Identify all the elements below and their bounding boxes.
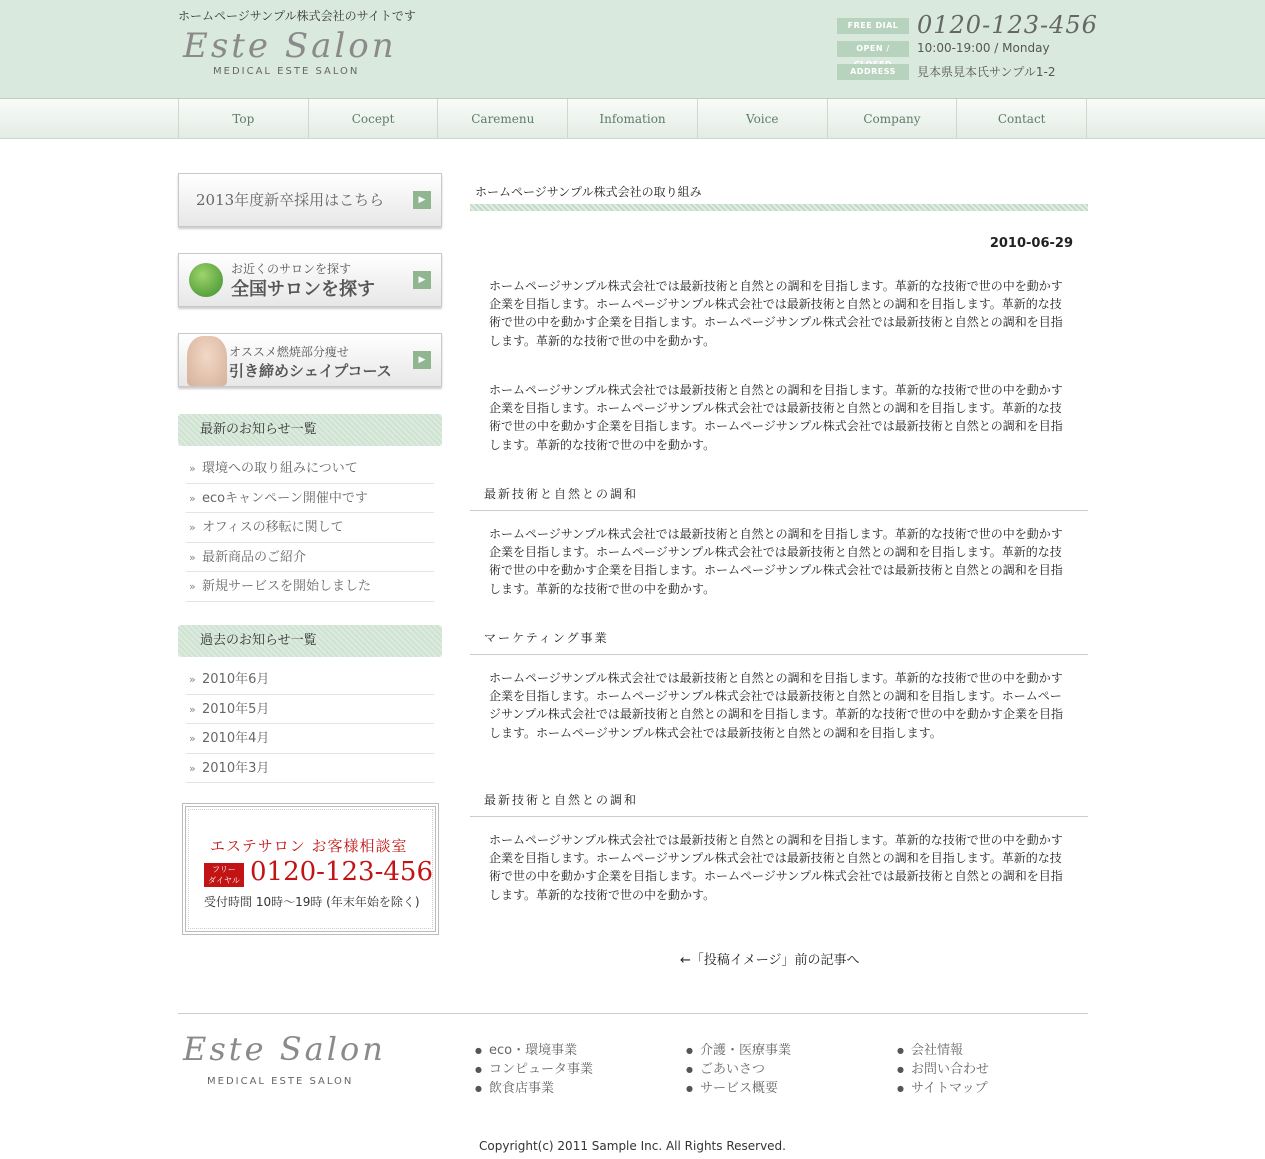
footer-link[interactable]: ● コンピュータ事業 [475,1060,593,1079]
news-item[interactable]: » 新規サービスを開始しました [186,572,434,602]
free-dial-badge-line2: ダイヤル [208,876,240,885]
nav-information[interactable]: Infomation [568,99,698,139]
section-paragraph: ホームページサンプル株式会社では最新技術と自然との調和を目指します。革新的な技術で世の中を動かす企業を目指します。ホームページサンプル株式会社では最新技術と自然との調和を目指します。ホームページサンプル株式会社では最新技術と自然との調和を目指します。革新的な技術で世の中を動かす企業を目指します。ホームページサンプル株式会社では最新技術と自然との調和を目指します。 [489,671,1063,740]
nav-contact[interactable]: Contact [957,99,1087,139]
support-hours: 受付時間 10時～19時 (年末年始を除く) [204,895,420,909]
news-item[interactable]: » 環境への取り組みについて [186,454,434,484]
recruit-banner-label: 2013年度新卒採用はこちら [196,191,385,209]
section-heading: 最新技術と自然との調和 [470,791,1088,817]
footer-link[interactable]: ● サービス概要 [686,1079,791,1098]
free-dial-badge-line1: フリー [212,865,236,874]
section-paragraph: ホームページサンプル株式会社では最新技術と自然との調和を目指します。革新的な技術で世の中を動かす企業を目指します。ホームページサンプル株式会社では最新技術と自然との調和を目指します。革新的な技術で世の中を動かす企業を目指します。ホームページサンプル株式会社では最新技術と自然との調和を目指します。革新的な技術で世の中を動かす。 [489,833,1063,902]
free-dial-tag: FREE DIAL [837,18,909,34]
body-paragraph: ホームページサンプル株式会社では最新技術と自然との調和を目指します。革新的な技術で世の中を動かす企業を目指します。ホームページサンプル株式会社では最新技術と自然との調和を目指します。革新的な技術で世の中を動かす企業を目指します。ホームページサンプル株式会社では最新技術と自然との調和を目指します。革新的な技術で世の中を動かす。 [489,383,1063,452]
footer-logo-subtitle: MEDICAL ESTE SALON [207,1076,354,1087]
page-title: ホームページサンプル株式会社の取り組み [475,185,702,199]
recruit-banner[interactable] [178,173,442,227]
nav-voice[interactable]: Voice [698,99,828,139]
section-heading: マーケティング事業 [470,629,1088,655]
archive-item[interactable]: » 2010年4月 [186,724,434,754]
section-heading: 最新技術と自然との調和 [470,485,1088,511]
previous-post-link[interactable]: ←「投稿イメージ」前の記事へ [680,953,860,968]
footer-link[interactable]: ● ごあいさつ [686,1060,791,1079]
salon-search-small: お近くのサロンを探す [231,262,352,276]
footer-divider [178,1013,1088,1014]
customer-support-box [182,803,439,935]
footer-logo[interactable]: Este Salon [183,1030,386,1068]
news-heading: 最新のお知らせ一覧 [178,414,442,446]
news-list [186,454,434,602]
footer-link[interactable]: ● 会社情報 [897,1041,989,1060]
nav-concept[interactable]: Cocept [309,99,439,139]
archive-item[interactable]: » 2010年6月 [186,665,434,695]
shape-course-small: オススメ燃焼部分痩せ [229,345,349,359]
arrow-right-icon: ▶ [413,191,431,209]
header-phone: 0120-123-456 [917,11,1098,39]
header [0,0,1265,99]
salon-search-large: 全国サロンを探す [231,279,375,300]
copyright: Copyright(c) 2011 Sample Inc. All Rights Reserved. [479,1139,786,1153]
footer-link[interactable]: ● お問い合わせ [897,1060,989,1079]
title-underline [470,204,1088,211]
news-item[interactable]: » 最新商品のご紹介 [186,543,434,573]
archive-list [186,665,434,783]
open-hours: 10:00-19:00 / Monday [917,41,1050,55]
free-dial-badge [204,863,244,887]
tagline: ホームページサンプル株式会社のサイトです [178,9,416,23]
arrow-right-icon: ▶ [413,271,431,289]
archive-item[interactable]: » 2010年5月 [186,695,434,725]
address: 見本県見本氏サンプル1-2 [917,65,1056,79]
global-nav [0,99,1265,139]
globe-icon [189,263,223,297]
footer-link[interactable]: ● 介護・医療事業 [686,1041,791,1060]
archive-heading: 過去のお知らせ一覧 [178,625,442,657]
footer-links-col1 [475,1041,593,1098]
news-item[interactable]: » オフィスの移転に関して [186,513,434,543]
site-logo-subtitle: MEDICAL ESTE SALON [213,66,360,77]
shape-course-banner[interactable] [178,333,442,387]
nav-company[interactable]: Company [828,99,958,139]
shape-course-large: 引き締めシェイプコース [229,362,392,380]
news-item[interactable]: » ecoキャンペーン開催中です [186,484,434,514]
footer-link[interactable]: ● eco・環境事業 [475,1041,593,1060]
footer-link[interactable]: ● 飲食店事業 [475,1079,593,1098]
body-paragraph: ホームページサンプル株式会社では最新技術と自然との調和を目指します。革新的な技術で世の中を動かす企業を目指します。ホームページサンプル株式会社では最新技術と自然との調和を目指します。革新的な技術で世の中を動かす企業を目指します。ホームページサンプル株式会社では最新技術と自然との調和を目指します。革新的な技術で世の中を動かす。 [489,279,1063,348]
support-phone: 0120-123-456 [250,857,433,887]
nav-top[interactable]: Top [179,99,309,139]
open-closed-tag: OPEN / [837,41,909,57]
site-logo[interactable]: Este Salon [183,26,397,66]
footer-links-col2 [686,1041,791,1098]
footer-links-col3 [897,1041,989,1098]
support-title: エステサロン お客様相談室 [210,837,408,855]
archive-item[interactable]: » 2010年3月 [186,754,434,784]
section-paragraph: ホームページサンプル株式会社では最新技術と自然との調和を目指します。革新的な技術で世の中を動かす企業を目指します。ホームページサンプル株式会社では最新技術と自然との調和を目指します。革新的な技術で世の中を動かす企業を目指します。ホームページサンプル株式会社では最新技術と自然との調和を目指します。革新的な技術で世の中を動かす。 [489,527,1063,596]
model-portrait-image [187,336,227,386]
post-date: 2010-06-29 [989,236,1073,251]
address-tag: ADDRESS [837,64,909,80]
arrow-right-icon: ▶ [413,351,431,369]
nav-caremenu[interactable]: Caremenu [438,99,568,139]
salon-search-banner[interactable] [178,253,442,307]
footer-link[interactable]: ● サイトマップ [897,1079,989,1098]
